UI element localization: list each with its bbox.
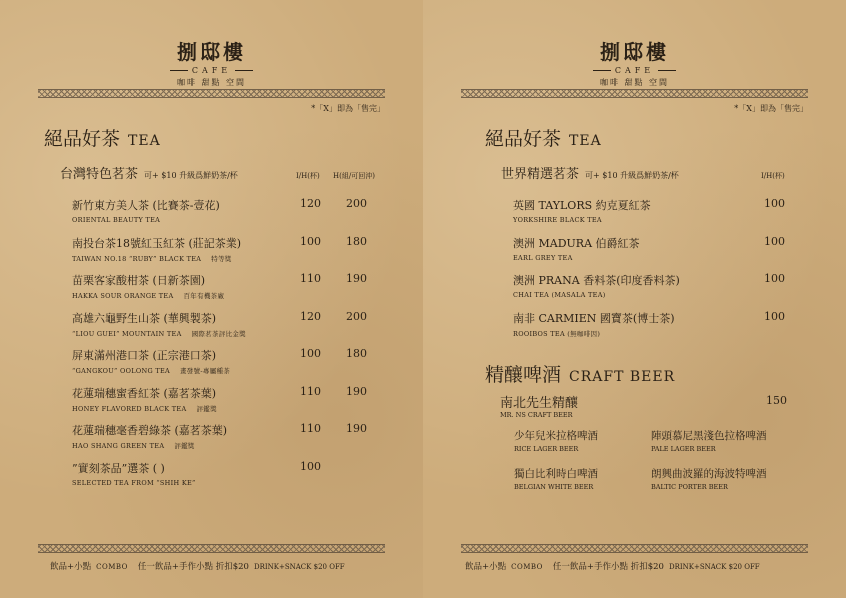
tea-name-en: EARL GREY TEA (513, 253, 573, 262)
combo-footer: 飲品+小點 COMBO 任一飲品+手作小點 折扣$20 DRINK+SNACK $20 OFF (50, 562, 345, 572)
brand-name: 捌邸樓 (600, 40, 669, 64)
tea-award: 百年有機茶廠 (183, 292, 225, 300)
tea-item (72, 422, 227, 450)
section-heading-tea: 絕品好茶 TEA (44, 128, 161, 150)
menu-page-right (423, 0, 846, 598)
beer-name: 獨白比利時白啤酒 (514, 468, 598, 480)
tea-award: 特等獎 (211, 254, 232, 263)
decorative-band (461, 89, 808, 98)
brand-name: 捌邸樓 (177, 40, 246, 64)
beer-price: 150 (766, 394, 787, 407)
tea-item (72, 235, 241, 263)
tea-name-en: YORKSHIRE BLACK TEA (513, 216, 602, 224)
tea-name: 新竹東方美人茶 (比賽茶-壹花) (72, 199, 220, 212)
beer-name-en: BELGIAN WHITE BEER (514, 483, 594, 491)
tea-name-en: “LIOU GUEI” MOUNTAIN TEA 國際茗茶評比金獎 (72, 329, 246, 338)
tea-item (513, 272, 680, 299)
price-cup: 110 (300, 384, 321, 398)
tea-name: 澳洲 PRANA 香料茶(印度香料茶) (513, 274, 680, 287)
tea-name-en: “GANGKOU” OOLONG TEA 畫發號-專屬種茶 (72, 367, 231, 375)
price-pot: 200 (346, 309, 367, 323)
price-cup: 100 (764, 309, 785, 323)
brand-tagline: 咖啡 甜點 空間 (599, 78, 670, 87)
brand-cafe: CAFE (614, 66, 655, 75)
beer-name-en: BALTIC PORTER BEER (651, 483, 728, 491)
price-pot: 190 (346, 422, 367, 435)
beer-name-en: PALE LAGER BEER (651, 445, 716, 453)
beer-name: 少年兒米拉格啤酒 (514, 430, 598, 442)
tea-item (72, 385, 217, 413)
price-pot: 190 (346, 272, 367, 285)
tea-item (72, 310, 246, 338)
tea-item (72, 460, 206, 487)
beer-brand: 南北先生精釀 MR. NS CRAFT BEER (500, 396, 579, 419)
brand-cafe: CAFE (191, 66, 232, 75)
price-cup: 110 (300, 272, 321, 285)
tea-name: ”實刻茶品”選茶 ( ) (72, 461, 165, 475)
subsection-taiwan-tea: 台灣特色茗茶 可+ $10 升級爲鮮奶茶/杯 (60, 167, 238, 182)
tea-name-en: SELECTED TEA FROM “SHIH KE” (72, 478, 196, 487)
tea-name-en: ORIENTAL BEAUTY TEA (72, 216, 161, 224)
soldout-note: *「X」即為「售完」 (311, 104, 385, 113)
brand-logo (0, 36, 423, 88)
tea-item (513, 310, 674, 338)
beer-name: 朗興曲波羅的海波特啤酒 (651, 468, 767, 480)
price-cup: 100 (300, 234, 321, 248)
tea-award: 評鑑獎 (174, 442, 195, 450)
tea-name: 花蓮瑞穗毫香碧綠茶 (嘉茗茶葉) (72, 424, 228, 437)
price-cup: 120 (300, 309, 321, 323)
col-header-cup: I/H(杯) (296, 172, 320, 180)
tea-award: 國際茗茶評比金獎 (191, 329, 246, 338)
tea-name-en: HONEY FLAVORED BLACK TEA 評鑑獎 (72, 404, 217, 413)
tea-item (513, 197, 651, 224)
col-header-pot: H(組/可回沖) (333, 172, 375, 180)
price-cup: 100 (764, 234, 785, 248)
tea-name: 花蓮瑞穗蜜香紅茶 (嘉茗茶葉) (72, 386, 217, 400)
tea-award: 評鑑獎 (196, 404, 217, 413)
tea-name-en: HAO SHANG GREEN TEA 評鑑獎 (72, 442, 195, 450)
beer-item (514, 428, 598, 453)
tea-name-en: ROOIBOS TEA (無咖啡因) (513, 329, 601, 338)
tea-name-en: HAKKA SOUR ORANGE TEA 百年有機茶廠 (72, 292, 225, 300)
price-pot: 200 (346, 197, 367, 210)
tea-item (72, 272, 224, 300)
tea-name: 英國 TAYLORS 約克夏紅茶 (513, 199, 651, 212)
decorative-band (38, 544, 385, 553)
beer-name: 陣頭慕尼黑淺色拉格啤酒 (651, 430, 767, 442)
price-cup: 100 (764, 197, 785, 210)
soldout-note: *「X」即為「售完」 (734, 104, 808, 113)
tea-name: 高雄六龜野生山茶 (華興製茶) (72, 311, 217, 325)
tea-item (72, 347, 230, 375)
price-cup: 100 (300, 347, 321, 360)
price-pot: 180 (346, 347, 367, 360)
tea-item (72, 197, 220, 224)
tea-name: 苗栗客家酸柑茶 (日新茶園) (72, 274, 206, 287)
tea-name-en: CHAI TEA (MASALA TEA) (513, 291, 606, 299)
tea-name: 澳洲 MADURA 伯爵紅茶 (513, 236, 640, 250)
tea-award: 畫發號-專屬種茶 (180, 367, 231, 375)
beer-item (514, 466, 598, 491)
price-cup: 100 (300, 459, 321, 473)
brand-logo (423, 36, 846, 88)
tea-name: 南非 CARMIEN 國寶茶(博士茶) (513, 311, 675, 325)
tea-item (513, 235, 640, 262)
beer-item (651, 428, 767, 453)
price-pot: 180 (346, 234, 367, 248)
decorative-band (461, 544, 808, 553)
beer-item (651, 466, 767, 491)
brand-tagline: 咖啡 甜點 空間 (176, 78, 247, 87)
subsection-world-tea: 世界精選茗茶 可+ $10 升級爲鮮奶茶/杯 (501, 167, 679, 182)
tea-name-en: TAIWAN NO.18 “RUBY” BLACK TEA 特等獎 (72, 254, 232, 263)
col-header-cup: I/H(杯) (761, 172, 785, 180)
section-heading-beer: 精釀啤酒 CRAFT BEER (485, 364, 676, 386)
section-heading-tea: 絕品好茶 TEA (485, 128, 602, 150)
combo-footer: 飲品+小點 COMBO 任一飲品+手作小點 折扣$20 DRINK+SNACK $20 OFF (465, 562, 760, 572)
tea-name: 屏東滿州港口茶 (正宗港口茶) (72, 349, 217, 362)
price-cup: 120 (300, 197, 321, 210)
decorative-band (38, 89, 385, 98)
beer-name-en: RICE LAGER BEER (514, 445, 579, 453)
tea-name: 南投台茶18號紅玉紅茶 (莊記茶業) (72, 236, 242, 250)
price-cup: 100 (764, 272, 785, 285)
price-cup: 110 (300, 422, 321, 435)
price-pot: 190 (346, 384, 367, 398)
